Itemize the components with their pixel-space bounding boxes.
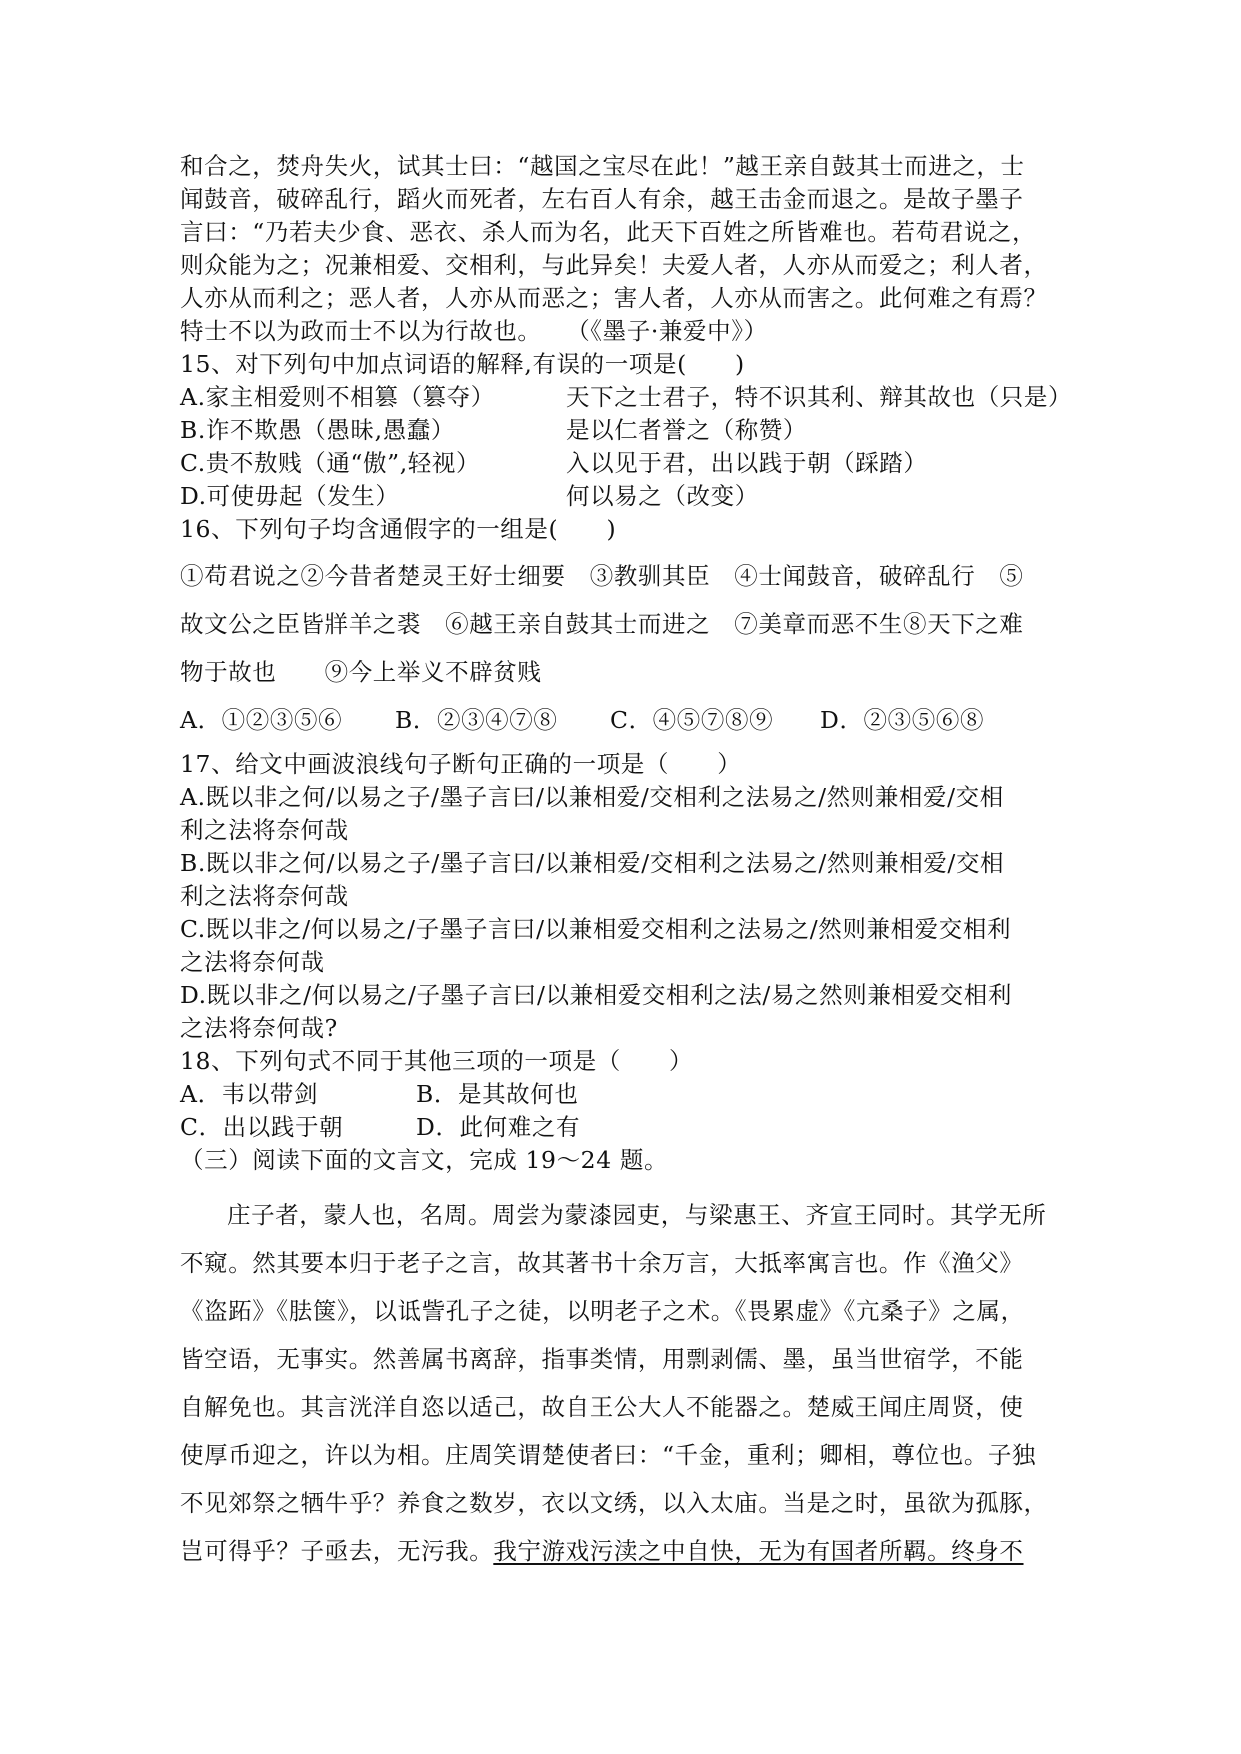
option-d: D．②③⑤⑥⑧ — [820, 706, 985, 734]
option-right: 何以易之（改变） — [566, 482, 759, 510]
option-row — [180, 480, 1080, 513]
wavy-underlined-sentence: 我宁游戏污渎之中自快，无为有国者所羁。终身不 — [493, 1537, 1024, 1565]
option-c: C．④⑤⑦⑧⑨ — [610, 706, 774, 734]
option-a: A．韦以带剑 — [180, 1080, 319, 1108]
option-b: B．②③④⑦⑧ — [395, 706, 558, 734]
prose-line: 皆空语，无事实。然善属书离辞，指事类情，用剽剥儒、墨，虽当世宿学，不能 — [180, 1345, 1024, 1373]
question-stem: 15、对下列句中加点词语的解释,有误的一项是( ) — [180, 350, 745, 378]
question-18 — [180, 1045, 1080, 1144]
option-c: C．出以践于朝 — [180, 1113, 344, 1141]
prose-line: 使厚币迎之，许以为相。庄周笑谓楚使者曰：“千金，重利；卿相，尊位也。子独 — [180, 1441, 1037, 1469]
option-row — [180, 1111, 1080, 1144]
question-stem: 17、给文中画波浪线句子断句正确的一项是（ ） — [180, 750, 742, 778]
option-left: D.可使毋起（发生） — [180, 482, 400, 510]
prose-line: 自解免也。其言洸洋自恣以适己，故自王公大人不能器之。楚威王闻庄周贤，使 — [180, 1393, 1024, 1421]
option-line: 之法将奈何哉? — [180, 1014, 338, 1042]
passage-top — [180, 150, 1080, 348]
question-16 — [180, 513, 1080, 744]
prose-line — [180, 1527, 1080, 1575]
option-right: 是以仁者誉之（称赞） — [566, 416, 807, 444]
question-15 — [180, 348, 1080, 513]
q16-items-line: 故文公之臣皆牂羊之裘 ⑥越王亲自鼓其士而进之 ⑦美章而恶不生⑧天下之难 — [180, 610, 1024, 638]
option-left: B.诈不欺愚（愚昧,愚蠢） — [180, 416, 456, 444]
q16-items-line: ①苟君说之②今昔者楚灵王好士细要 ③教驯其臣 ④士闻鼓音，破碎乱行 ⑤ — [180, 562, 1024, 590]
document-page — [180, 150, 1080, 1575]
q16-items-line: 物于故也 ⑨今上举义不辟贫贱 — [180, 658, 542, 686]
option-row — [180, 414, 1080, 447]
option-a: A．①②③⑤⑥ — [180, 706, 343, 734]
option-line: B.既以非之何/以易之子/墨子言曰/以兼相爱/交相利之法易之/然则兼相爱/交相 — [180, 849, 1005, 877]
option-row — [180, 1078, 1080, 1111]
passage-line: 人亦从而利之；恶人者，人亦从而恶之；害人者，人亦从而害之。此何难之有焉？ — [180, 284, 1048, 312]
section-heading: （三）阅读下面的文言文，完成 19～24 题。 — [180, 1146, 669, 1174]
question-stem: 16、下列句子均含通假字的一组是( ) — [180, 515, 617, 543]
prose-plain-text: 岂可得乎？子亟去，无污我。 — [180, 1537, 494, 1565]
option-row — [180, 381, 1080, 414]
question-17 — [180, 748, 1080, 1045]
passage-line: 和合之，焚舟失火，试其士曰：“越国之宝尽在此！”越王亲自鼓其士而进之，士 — [180, 152, 1025, 180]
option-right: 天下之士君子，特不识其利、辩其故也（只是） — [566, 383, 1073, 411]
option-left: A.家主相爱则不相篡（篡夺） — [180, 383, 495, 411]
option-d: D．此何难之有 — [416, 1113, 581, 1141]
passage-line: 言曰：“乃若夫少食、恶衣、杀人而为名，此天下百姓之所皆难也。若苟君说之， — [180, 218, 1037, 246]
question-stem: 18、下列句式不同于其他三项的一项是（ ） — [180, 1047, 694, 1075]
option-line: 利之法将奈何哉 — [180, 816, 349, 844]
passage-line: 则众能为之；况兼相爱、交相利，与此异矣！夫爱人者，人亦从而爱之；利人者， — [180, 251, 1048, 279]
prose-line: 庄子者，蒙人也，名周。周尝为蒙漆园吏，与梁惠王、齐宣王同时。其学无所 — [227, 1201, 1047, 1229]
option-line: 利之法将奈何哉 — [180, 882, 349, 910]
option-line: 之法将奈何哉 — [180, 948, 325, 976]
option-left: C.贵不敖贱（通“傲”,轻视） — [180, 449, 481, 477]
passage-line: 特士不以为政而士不以为行故也。 （《墨子·兼爱中》） — [180, 317, 768, 345]
prose-line: 《盗跖》《胠箧》，以诋訾孔子之徒，以明老子之术。《畏累虚》《亢桑子》之属， — [180, 1297, 1025, 1325]
prose-line: 不窥。然其要本归于老子之言，故其著书十余万言，大抵率寓言也。作《渔父》 — [180, 1249, 1024, 1277]
option-line: C.既以非之/何以易之/子墨子言曰/以兼相爱交相利之法易之/然则兼相爱交相利 — [180, 915, 1012, 943]
passage-line: 闻鼓音，破碎乱行，蹈火而死者，左右百人有余，越王击金而退之。是故子墨子 — [180, 185, 1024, 213]
q16-options — [180, 696, 1080, 744]
prose-line: 不见郊祭之牺牛乎？养食之数岁，衣以文绣，以入太庙。当是之时，虽欲为孤豚， — [180, 1489, 1048, 1517]
option-row — [180, 447, 1080, 480]
option-line: A.既以非之何/以易之子/墨子言曰/以兼相爱/交相利之法易之/然则兼相爱/交相 — [180, 783, 1004, 811]
option-right: 入以见于君，出以践于朝（踩踏） — [566, 449, 928, 477]
option-b: B．是其故何也 — [416, 1080, 579, 1108]
section-3 — [180, 1144, 1080, 1575]
option-line: D.既以非之/何以易之/子墨子言曰/以兼相爱交相利之法/易之然则兼相爱交相利 — [180, 981, 1012, 1009]
